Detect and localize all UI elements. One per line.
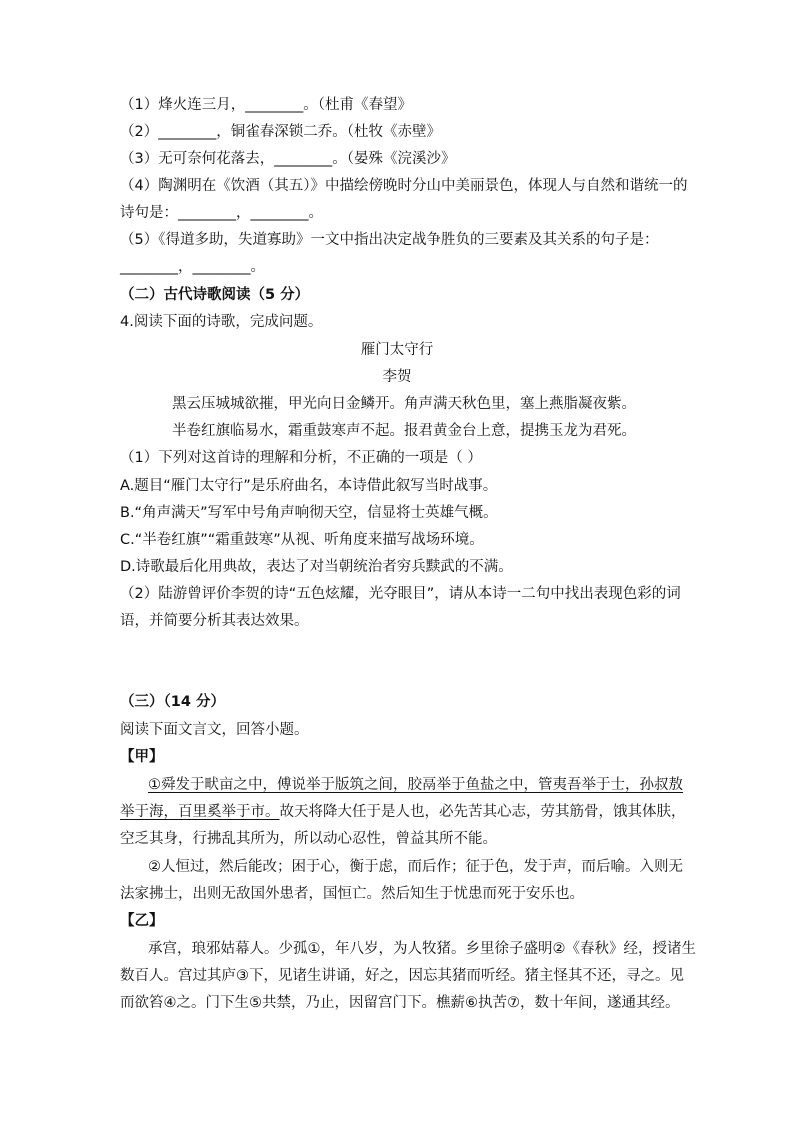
sub-question-2-line-2: 语，并简要分析其表达效果。 xyxy=(120,613,309,629)
question-4-intro: 4.阅读下面的诗歌，完成问题。 xyxy=(120,314,323,330)
yi-line-1: 承宫，琅邪姑幕人。少孤①，年八岁，为人牧猪。乡里徐子盛明②《春秋》经，授诸生 xyxy=(148,941,696,957)
option-d: D.诗歌最后化用典故，表达了对当朝统治者穷兵黩武的不满。 xyxy=(120,559,513,575)
classical-intro: 阅读下面文言文，回答小题。 xyxy=(120,722,309,738)
section-heading-poetry: （二）古代诗歌阅读（5 分） xyxy=(120,287,310,303)
question-5-line-2: ________，________。 xyxy=(120,259,265,275)
jia-paragraph-1-line-1: ①舜发于畎亩之中，傅说举于版筑之间，胶鬲举于鱼盐之中，管夷吾举于士，孙叔敖 xyxy=(148,777,683,793)
sub-question-2-line-1: （2）陆游曾评价李贺的诗“五色炫耀，光夺眼目”，请从本诗一二句中找出表现色彩的词 xyxy=(120,586,681,602)
passage-yi-label: 【乙】 xyxy=(120,913,164,929)
jia-paragraph-1-line-2 xyxy=(120,802,686,822)
sub-question-1: （1）下列对这首诗的理解和分析，不正确的一项是（ ） xyxy=(120,450,482,466)
yi-line-3: 而欲笞④之。门下生⑤共禁，乃止，因留宫门下。樵薪⑥执苦⑦，数十年间，遂通其经。 xyxy=(120,995,680,1011)
yi-line-2: 数百人。宫过其庐③下，见诸生讲诵，好之，因忘其猪而听经。猪主怪其不还，寻之。见 xyxy=(120,968,684,984)
poem-line-1: 黑云压城城欲摧，甲光向日金鳞开。角声满天秋色里，塞上燕脂凝夜紫。 xyxy=(172,396,636,412)
jia-paragraph-1-line-3: 空乏其身，行拂乱其所为，所以动心忍性，曾益其所不能。 xyxy=(120,831,497,847)
jia-paragraph-2-line-1: ②人恒过，然后能改；困于心，衡于虑，而后作；征于色，发于声，而后喻。入则无 xyxy=(148,859,683,875)
passage-jia-label: 【甲】 xyxy=(120,749,164,765)
jia-underlined-segment: 举于海，百里奚举于市。 xyxy=(120,804,280,820)
section-heading-classical: （三）（14 分） xyxy=(120,694,225,710)
jia-paragraph-2-line-2: 法家拂士，出则无敌国外患者，国恒亡。然后知生于忧患而死于安乐也。 xyxy=(120,886,584,902)
poem-line-2: 半卷红旗临易水，霜重鼓寒声不起。报君黄金台上意，提携玉龙为君死。 xyxy=(172,423,636,439)
question-1: （1）烽火连三月，________。（杜甫《春望》 xyxy=(120,97,412,113)
question-2: （2）________，铜雀春深锁二乔。（杜牧《赤壁》 xyxy=(120,124,441,140)
question-5-line-1: （5）《得道多助，失道寡助》一文中指出决定战争胜负的三要素及其关系的句子是： xyxy=(120,232,659,248)
poem-author: 李贺 xyxy=(382,369,412,385)
option-a: A.题目“雁门太守行”是乐府曲名，本诗借此叙写当时战事。 xyxy=(120,478,498,494)
question-4-line-2: 诗句是：________，________。 xyxy=(120,205,323,221)
jia-plain-segment: 故天将降大任于是人也，必先苦其心志，劳其筋骨，饿其体肤， xyxy=(279,804,686,820)
question-3: （3）无可奈何花落去，________。（晏殊《浣溪沙》 xyxy=(120,151,456,167)
question-4-line-1: （4）陶渊明在《饮酒（其五）》中描绘傍晚时分山中美丽景色，体现人与自然和谐统一的 xyxy=(120,178,688,194)
option-b: B.“角声满天”写军中号角声响彻天空，信显将士英雄气概。 xyxy=(120,505,498,521)
poem-title: 雁门太守行 xyxy=(360,342,434,358)
option-c: C.“半卷红旗”“霜重鼓寒”从视、听角度来描写战场环境。 xyxy=(120,532,484,548)
